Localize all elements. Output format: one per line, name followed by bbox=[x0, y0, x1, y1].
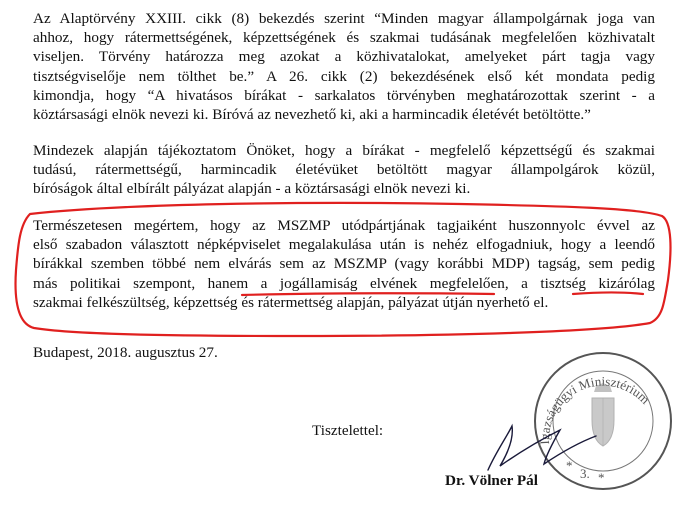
stamp-number: 3. bbox=[580, 466, 590, 481]
text-line: Mindezek alapján tájékoztatom Önöket, hogy a bírákat - megfelelő képzettségű és szakmai bbox=[33, 142, 655, 159]
closing-greeting: Tisztelettel: bbox=[312, 422, 384, 439]
dateline: Budapest, 2018. augusztus 27. bbox=[33, 344, 218, 361]
text-line: ahhoz, hogy rátermettségének, képzettségének és szakmai tudásának megfelelően közhivatalt bbox=[33, 29, 655, 47]
text-line: szakmai felkészültség, képzettség és rátermettség alapján, pályázat útján nyerhető el. bbox=[33, 293, 549, 311]
text-line: köztársasági elnök nevezi ki. Bíróvá az nevezhető ki, aki a harmincadik életévét betöltötte.” bbox=[33, 106, 591, 124]
ministry-stamp bbox=[535, 353, 671, 489]
text-line: bíróságok által elbírált pályázat alapján - a köztársasági elnök nevezi ki. bbox=[33, 180, 471, 198]
stamp-asterisk: * bbox=[598, 470, 605, 485]
text-line: Természetesen megértem, hogy az MSZMP utódpártjának tagjaiként huszonnyolc évvel az bbox=[33, 217, 655, 234]
text-line: más politikai szempont, hanem a jogállamiság elvének megfelelően, a tisztség kizárólag bbox=[33, 274, 655, 292]
coat-of-arms-icon bbox=[592, 383, 614, 446]
paragraph-highlighted bbox=[33, 216, 655, 312]
text-line: tudású, rátermettségű, harmincadik életévüket betöltött magyar állampolgárok közül, bbox=[33, 161, 655, 179]
text-line: viseljen. Törvény határozza meg azokat a közhivatalokat, amelyeket párt tagja vagy bbox=[33, 48, 655, 66]
stamp-text: Igazságügyi Minisztérium bbox=[536, 373, 653, 446]
text-line: első szabadon választott népképviselet megalakulása után is nehéz elfogadniuk, hogy a leendő bbox=[33, 236, 655, 254]
paragraph-constitution-quote bbox=[33, 9, 655, 124]
paragraph-information bbox=[33, 141, 655, 199]
text-line: kimondja, hogy “A hivatásos bírákat - sarkalatos törvényben meghatározottak szerint - a bbox=[33, 86, 655, 104]
stamp-asterisk: * bbox=[566, 458, 573, 473]
text-line: bírákkal szemben többé nem elvárás sem az MSZMP (vagy korábbi MDP) tagság, sem pedig bbox=[33, 255, 655, 273]
handwritten-signature bbox=[488, 426, 596, 470]
signer-name: Dr. Völner Pál bbox=[445, 472, 538, 489]
text-line: tisztségviselője nem tölthet be.” A 26. cikk (2) bekezdésének első két mondata pedig bbox=[33, 67, 655, 85]
text-line: Az Alaptörvény XXIII. cikk (8) bekezdés szerint “Minden magyar állampolgárnak joga van bbox=[33, 10, 655, 27]
